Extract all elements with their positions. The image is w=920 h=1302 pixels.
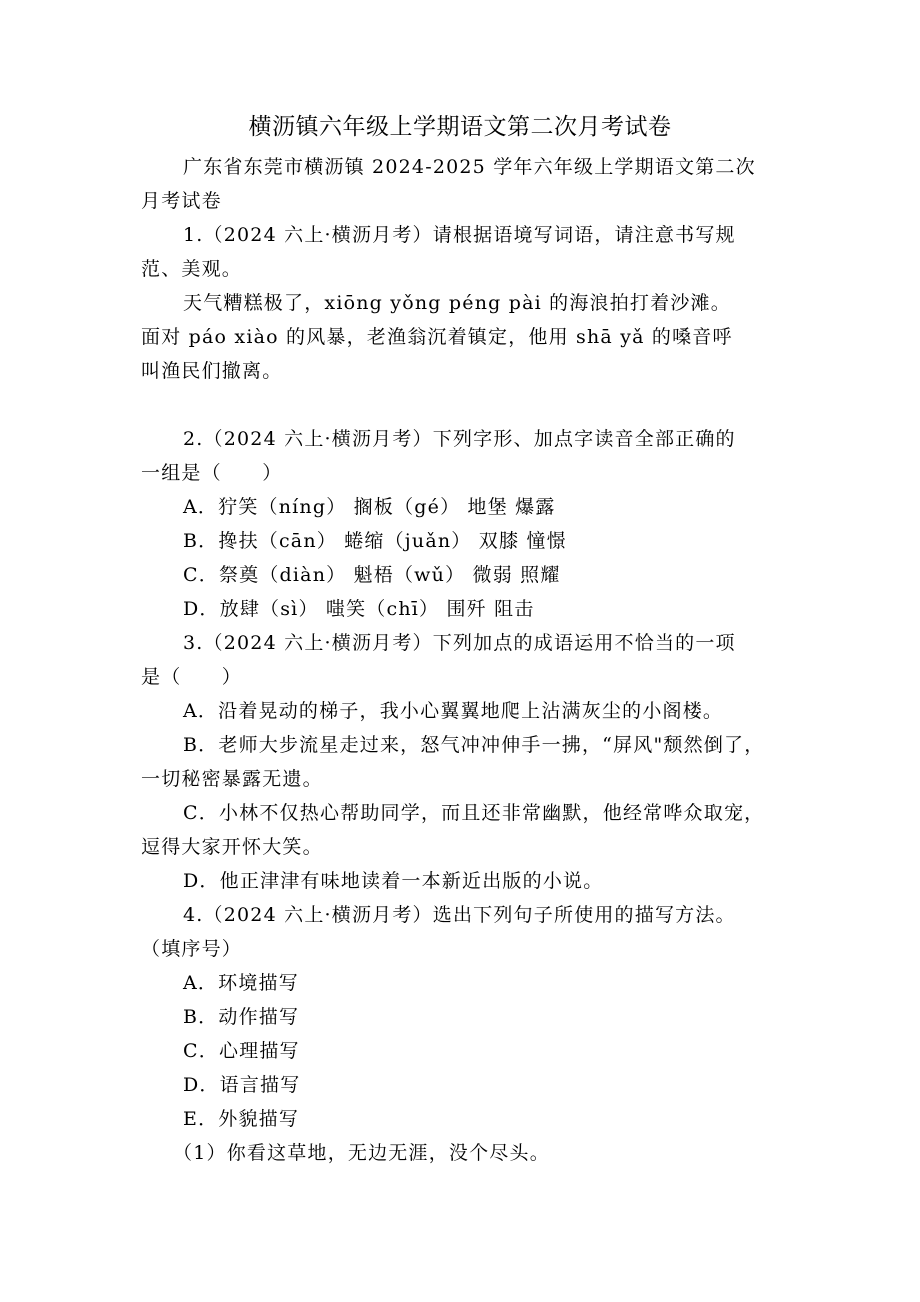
question-3-option-a: A．沿着晃动的梯子，我小心翼翼地爬上沾满灰尘的小阁楼。 — [183, 700, 724, 722]
question-1-passage-1: 天气糟糕极了，xiōng yǒng péng pài 的海浪拍打着沙滩。 — [183, 292, 731, 314]
question-4-option-b: B．动作描写 — [183, 1006, 300, 1028]
question-3-option-b-cont: 一切秘密暴露无遗。 — [141, 768, 323, 790]
question-3-option-c: C．小林不仅热心帮助同学，而且还非常幽默，他经常哗众取宠， — [183, 802, 765, 824]
document-title: 横沥镇六年级上学期语文第二次月考试卷 — [248, 114, 672, 140]
question-3-stem-cont: 是（ ） — [141, 666, 243, 688]
source-line-2: 月考试卷 — [141, 190, 222, 212]
question-4-option-d: D．语言描写 — [183, 1074, 301, 1096]
question-4-item-1: （1）你看这草地，无边无涯，没个尽头。 — [173, 1142, 550, 1164]
question-4-stem: 4.（2024 六上·横沥月考）选出下列句子所使用的描写方法。 — [183, 904, 736, 926]
question-3-option-d: D．他正津津有味地读着一本新近出版的小说。 — [183, 870, 604, 892]
source-line-1: 广东省东莞市横沥镇 2024-2025 学年六年级上学期语文第二次 — [183, 156, 756, 178]
question-1-passage-2: 面对 páo xiào 的风暴，老渔翁沉着镇定，他用 shā yǎ 的嗓音呼 — [141, 326, 733, 348]
question-3-option-b: B．老师大步流星走过来，怒气冲冲伸手一拂，“屏风"颓然倒了， — [183, 734, 765, 756]
question-2-stem: 2.（2024 六上·横沥月考）下列字形、加点字读音全部正确的 — [183, 428, 736, 450]
question-2-option-a: A．狞笑（níng） 搁板（gé） 地堡 爆露 — [183, 496, 556, 518]
question-4-option-e: E．外貌描写 — [183, 1108, 300, 1130]
question-1-stem-cont: 范、美观。 — [141, 258, 243, 280]
question-2-option-c: C．祭奠（diàn） 魁梧（wǔ） 微弱 照耀 — [183, 564, 561, 586]
question-1-stem: 1.（2024 六上·横沥月考）请根据语境写词语，请注意书写规 — [183, 224, 736, 246]
question-2-option-d: D．放肆（sì） 嗤笑（chī） 围歼 阻击 — [183, 598, 535, 620]
question-2-stem-cont: 一组是（ ） — [141, 462, 283, 484]
question-4-option-c: C．心理描写 — [183, 1040, 300, 1062]
question-3-stem: 3.（2024 六上·横沥月考）下列加点的成语运用不恰当的一项 — [183, 632, 736, 654]
question-4-option-a: A．环境描写 — [183, 972, 299, 994]
question-2-option-b: B．搀扶（cān） 蜷缩（juǎn） 双膝 憧憬 — [183, 530, 567, 552]
question-1-passage-3: 叫渔民们撤离。 — [141, 360, 283, 382]
question-3-option-c-cont: 逗得大家开怀大笑。 — [141, 836, 323, 858]
question-4-stem-cont: （填序号） — [141, 938, 243, 960]
